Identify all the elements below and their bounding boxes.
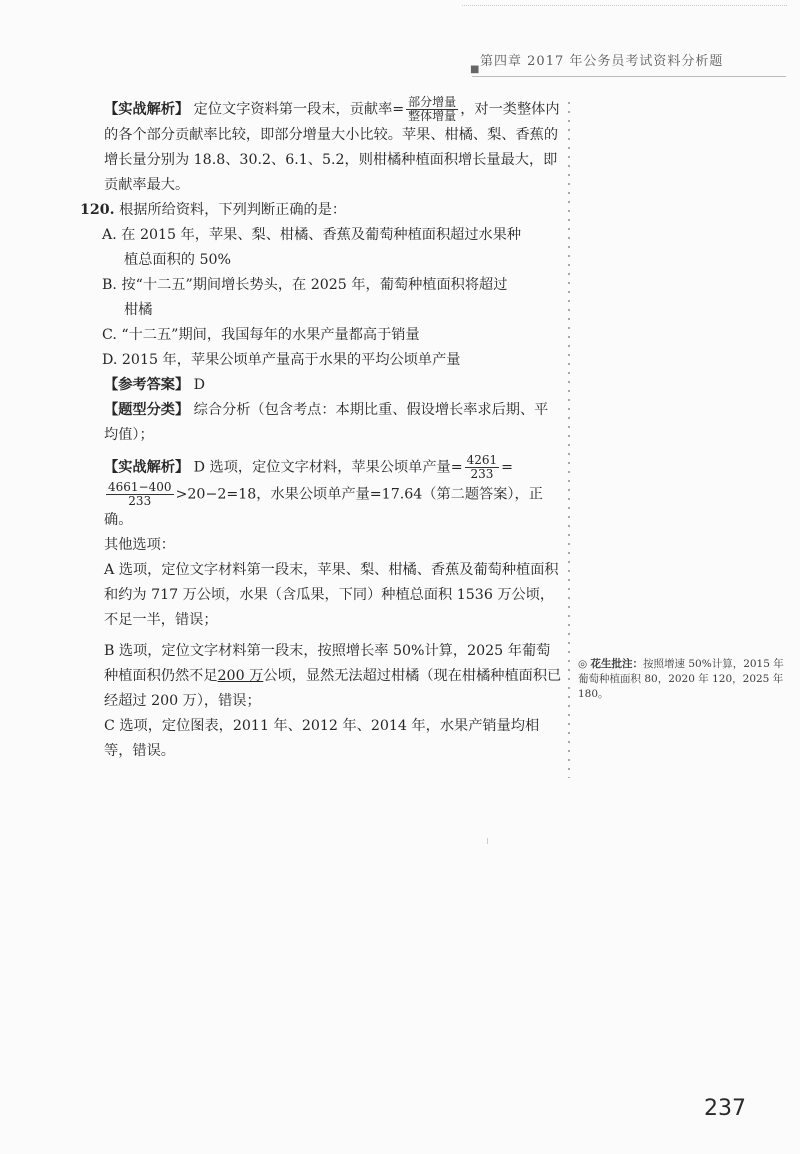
analysis-tag: 【实战解析】	[104, 101, 190, 118]
side-note-text: 按照增速 50%计算，2015 年葡萄种植面积 80，2020 年 120，2025 年 180。	[578, 658, 784, 700]
header-book-title: 2017 年公务员考试资料分析题	[527, 54, 724, 69]
header-bullet: ■	[470, 64, 480, 75]
option-c: C. “十二五”期间，我国每年的水果产量都高于销量	[102, 327, 420, 343]
other-options-title: 其他选项：	[104, 537, 175, 553]
analysis-option-b-text-1: B 选项，定位文字材料第一段末，按照增长率 50%计算，2025 年葡萄种植面积仍然不足	[104, 643, 551, 684]
note-icon: ◎	[578, 658, 588, 670]
analysis-option-c: C 选项，定位图表，2011 年、2012 年、2014 年，水果产销量均相等，错误。	[104, 718, 540, 759]
running-header	[480, 50, 723, 69]
analysis-option-a: A 选项，定位文字材料第一段末，苹果、梨、柑橘、香蕉及葡萄种植面积和约为 717 万公顷，水果（含瓜果，下同）种植总面积 1536 万公顷，不足一半，错误；	[104, 562, 559, 628]
yield-fraction-1	[465, 454, 500, 481]
header-chapter: 第四章	[480, 54, 523, 69]
prev-analysis	[80, 96, 562, 198]
analysis-tag-2: 【实战解析】	[104, 459, 190, 476]
fraction-numerator: 4661−400	[108, 480, 172, 494]
analysis-option-b-text-2: 公顷，显然无法超过柑橘（现在柑橘种植面积已经超过 200 万），错误；	[104, 668, 562, 709]
option-b-line1: B. 按“十二五”期间增长势头，在 2025 年，葡萄种植面积将超过	[102, 277, 508, 293]
fraction-denominator: 整体增量	[408, 109, 457, 123]
scan-mark	[487, 838, 488, 844]
header-rule	[472, 76, 786, 77]
fraction-numerator: 4261	[466, 453, 498, 467]
underlined-figure: 200 万	[217, 668, 264, 684]
question-stem-text: 根据所给资料，下列判断正确的是：	[119, 202, 347, 218]
analysis-d-text-a: D 选项，定位文字材料，苹果公顷单产量=	[193, 459, 463, 476]
side-note	[578, 657, 788, 702]
contribution-fraction	[406, 96, 458, 123]
main-text	[80, 96, 562, 764]
fraction-numerator: 部分增量	[408, 95, 457, 109]
answer-value: D	[193, 377, 206, 393]
analysis-d-text-b: >20−2=18，水果公顷单产量=17.64（第二题答案），正确。	[104, 486, 543, 528]
page-number: 237	[704, 1096, 746, 1121]
fraction-denominator: 233	[128, 494, 152, 508]
option-a-line1: A. 在 2015 年，苹果、梨、柑橘、香蕉及葡萄种植面积超过水果种	[102, 227, 522, 243]
top-dotted-rule	[462, 5, 787, 6]
option-d: D. 2015 年，苹果公顷单产量高于水果的平均公顷单产量	[102, 352, 461, 368]
analysis-d	[80, 454, 562, 533]
answer-line	[80, 373, 562, 398]
option-a-line2: 植总面积的 50%	[124, 252, 231, 268]
equals-sign: =	[501, 459, 514, 476]
prev-analysis-text-a: 定位文字资料第一段末，贡献率=	[193, 101, 405, 118]
analysis-option-b	[80, 639, 562, 714]
question-stem	[80, 198, 562, 223]
margin-note-divider	[565, 98, 573, 778]
prev-analysis-text-b: ，对一类整体内的各个部分贡献率比较，即部分增量大小比较。苹果、柑橘、梨、香蕉的增长量分别为 18.8、30.2、6.1、5.2，则柑橘种植面积增长量最大，即贡献率最大。	[104, 101, 560, 193]
category-tag: 【题型分类】	[104, 402, 190, 418]
answer-tag: 【参考答案】	[104, 377, 190, 393]
yield-fraction-2	[106, 481, 174, 508]
category-text: 综合分析（包含考点：本期比重、假设增长率求后期、平均值）；	[104, 402, 549, 443]
question-number: 120.	[80, 202, 115, 218]
side-note-label: 花生批注：	[590, 658, 644, 670]
option-b-line2: 柑橘	[124, 302, 153, 318]
category-line	[80, 398, 562, 448]
fraction-denominator: 233	[470, 467, 494, 481]
